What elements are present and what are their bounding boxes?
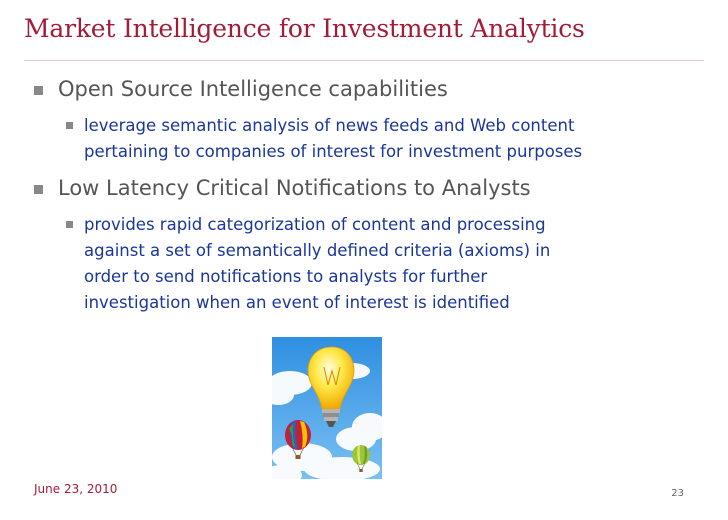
- subbullet-line: provides rapid categorization of content and processing: [84, 215, 546, 234]
- subbullet-text: [84, 113, 582, 165]
- bullet-text: Low Latency Critical Notifications to Analysts: [58, 176, 531, 200]
- subbullet-line: leverage semantic analysis of news feeds and Web content: [84, 116, 575, 135]
- bullet-text: Open Source Intelligence capabilities: [58, 77, 448, 101]
- subbullet-line: investigation when an event of interest is identified: [84, 293, 510, 312]
- bullet-square-icon: [34, 185, 43, 194]
- subbullet-text: [84, 212, 550, 316]
- bullet-square-icon: [34, 86, 43, 95]
- lightbulb-balloons-illustration: [272, 337, 382, 479]
- slide-title: Market Intelligence for Investment Analytics: [24, 14, 585, 43]
- subbullet-line: order to send notifications to analysts for further: [84, 267, 488, 286]
- bullet-square-icon: [66, 221, 73, 228]
- page-number: 23: [671, 488, 684, 499]
- footer-date: June 23, 2010: [34, 482, 118, 496]
- bullet-square-icon: [66, 122, 73, 129]
- subbullet-line: pertaining to companies of interest for investment purposes: [84, 142, 583, 161]
- subbullet-line: against a set of semantically defined criteria (axioms) in: [84, 241, 551, 260]
- title-divider: [24, 60, 704, 61]
